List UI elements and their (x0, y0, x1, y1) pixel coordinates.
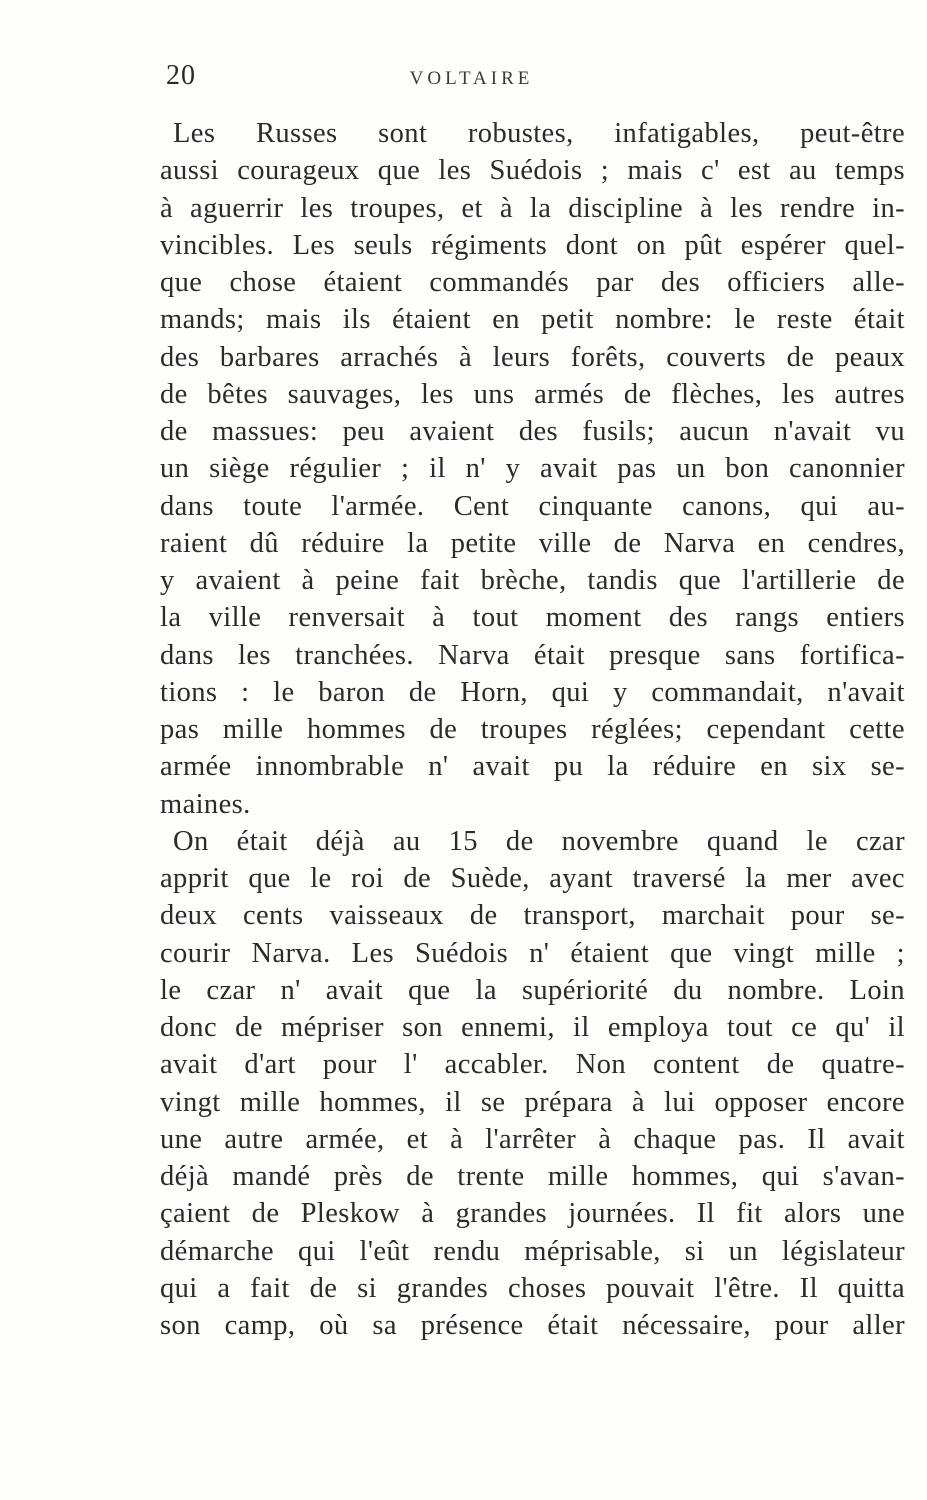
text-line: avait d'art pour l' accabler. Non content de quatre- (160, 1049, 905, 1081)
page-number: 20 (166, 60, 196, 91)
text-line: y avaient à peine fait brèche, tandis que l'artillerie de (160, 565, 905, 596)
paragraph-2 (160, 823, 905, 1345)
text-line: une autre armée, et à l'arrêter à chaque pas. Il avait (160, 1123, 905, 1155)
text-line: son camp, où sa présence était nécessaire, pour aller (160, 1310, 905, 1341)
text-line: courir Narva. Les Suédois n' étaient que vingt mille ; (160, 937, 905, 969)
text-line: maines. (160, 788, 251, 820)
text-line: qui a fait de si grandes choses pouvait l'être. Il quitta (160, 1272, 905, 1304)
text-line: le czar n' avait que la supériorité du nombre. Loin (160, 974, 905, 1006)
text-line: raient dû réduire la petite ville de Narva en cendres, (160, 527, 905, 559)
text-line: mands; mais ils étaient en petit nombre: le reste était (160, 304, 905, 336)
text-line: vincibles. Les seuls régiments dont on pût espérer quel- (160, 229, 905, 261)
text-line: des barbares arrachés à leurs forêts, couverts de peaux (160, 341, 905, 373)
text-line: On était déjà au 15 de novembre quand le czar (173, 825, 905, 857)
text-line: apprit que le roi de Suède, ayant traversé la mer avec (160, 863, 905, 894)
text-line: Les Russes sont robustes, infatigables, peut-être (173, 118, 905, 149)
running-head: VOLTAIRE (409, 68, 534, 89)
text-line: aussi courageux que les Suédois ; mais c' est au temps (160, 155, 905, 187)
body-text (160, 115, 905, 1344)
text-line: deux cents vaisseaux de transport, marchait pour se- (160, 900, 905, 932)
text-line: tions : le baron de Horn, qui y commandait, n'avait (160, 676, 905, 708)
text-line: pas mille hommes de troupes réglées; cependant cette (160, 714, 905, 745)
text-line: donc de mépriser son ennemi, il employa tout ce qu' il (160, 1012, 905, 1043)
text-line: armée innombrable n' avait pu la réduire en six se- (160, 751, 905, 783)
text-line: un siège régulier ; il n' y avait pas un bon canonnier (160, 453, 905, 485)
text-line: de massues: peu avaient des fusils; aucun n'avait vu (160, 416, 905, 447)
text-line: de bêtes sauvages, les uns armés de flèches, les autres (160, 378, 905, 410)
paragraph-1 (160, 115, 905, 823)
text-line: à aguerrir les troupes, et à la discipline à les rendre in- (160, 192, 905, 224)
text-line: çaient de Pleskow à grandes journées. Il fit alors une (160, 1198, 905, 1230)
text-line: que chose étaient commandés par des officiers alle- (160, 267, 905, 298)
text-line: la ville renversait à tout moment des rangs entiers (160, 602, 905, 634)
text-line: dans les tranchées. Narva était presque sans fortifica- (160, 639, 905, 671)
text-line: démarche qui l'eût rendu méprisable, si un législateur (160, 1235, 905, 1267)
text-line: déjà mandé près de trente mille hommes, qui s'avan- (160, 1161, 905, 1192)
text-line: dans toute l'armée. Cent cinquante canons, qui au- (160, 490, 905, 522)
text-line: vingt mille hommes, il se prépara à lui opposer encore (160, 1086, 905, 1118)
